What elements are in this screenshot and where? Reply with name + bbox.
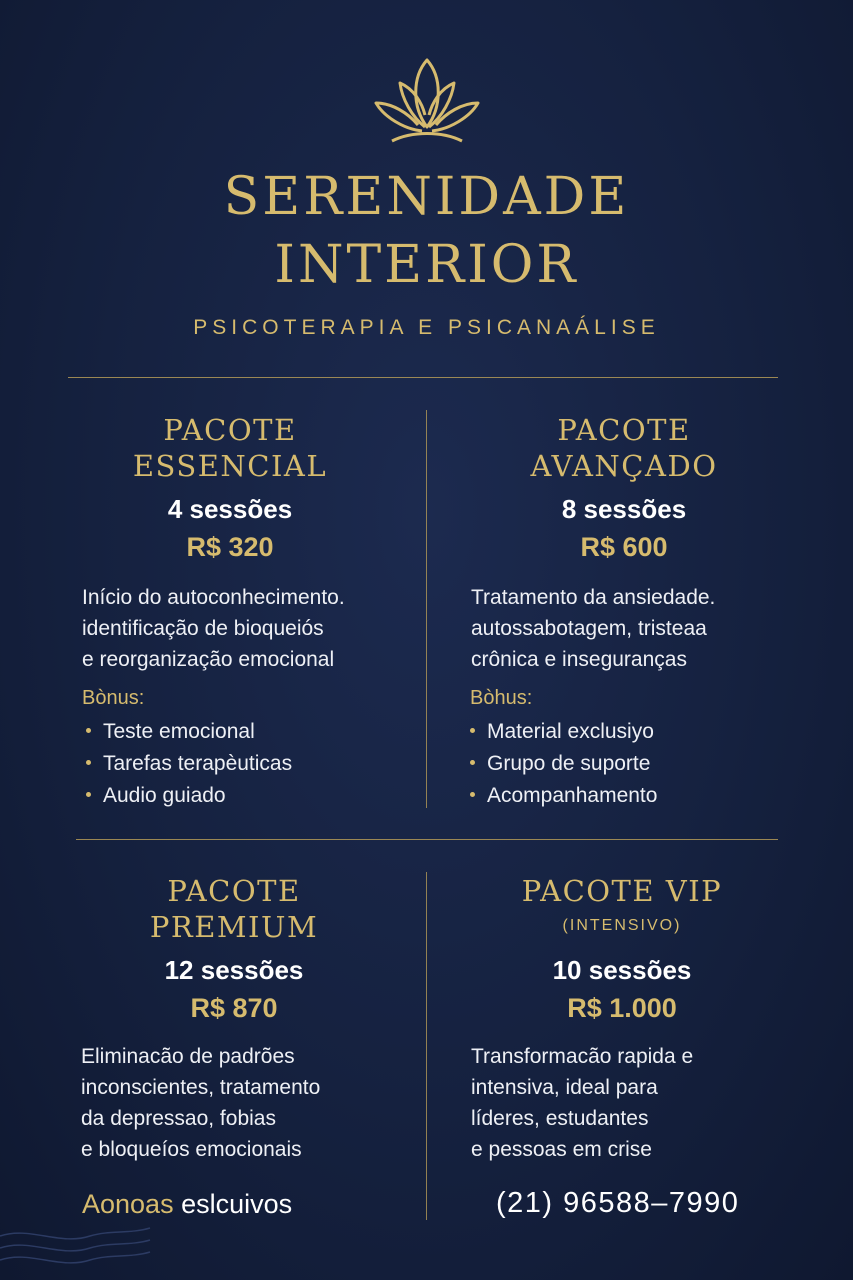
package-price: R$ 600 bbox=[580, 532, 668, 562]
bullet-icon bbox=[86, 728, 91, 733]
package-sessions: 8 sessões bbox=[561, 494, 687, 524]
package-note: (INTENSIVO) bbox=[562, 917, 682, 934]
package-title-line2: ESSENCIAL bbox=[132, 449, 328, 483]
brand-subtitle: PSICOTERAPIA E PSICANAÁLISE bbox=[193, 316, 660, 339]
bonus-list bbox=[470, 716, 657, 812]
package-sessions: 10 sessões bbox=[552, 955, 692, 985]
upper-column-divider bbox=[426, 410, 427, 808]
wave-decoration-icon bbox=[0, 1222, 160, 1280]
description-line: e bloqueíos emocionais bbox=[81, 1138, 302, 1161]
package-title-line2: PREMIUM bbox=[149, 910, 319, 944]
description-line: inconscientes, tratamento bbox=[81, 1076, 321, 1099]
bullet-icon bbox=[86, 792, 91, 797]
package-description bbox=[81, 1041, 320, 1165]
description-line: da depressao, fobias bbox=[81, 1107, 276, 1130]
description-line: identificação de bioqueiós bbox=[82, 617, 324, 640]
brand-title-line2: INTERIOR bbox=[274, 235, 579, 295]
top-divider bbox=[68, 377, 778, 378]
list-item: Acompanhamento bbox=[470, 780, 657, 812]
description-line: crônica e inseguranças bbox=[471, 648, 687, 671]
package-price: R$ 1.000 bbox=[567, 993, 677, 1023]
package-title-line1: PACOTE bbox=[163, 413, 297, 447]
bonus-label: Bòhus: bbox=[470, 687, 533, 709]
list-item: Material exclusiyo bbox=[470, 716, 657, 748]
package-price: R$ 870 bbox=[190, 993, 278, 1023]
list-item: Tarefas terapèuticas bbox=[86, 748, 292, 780]
bullet-icon bbox=[470, 792, 475, 797]
bonus-list bbox=[86, 716, 292, 812]
description-line: Eliminacão de padrões bbox=[81, 1045, 295, 1068]
description-line: e pessoas em crise bbox=[471, 1138, 652, 1161]
package-title-line2: AVANÇADO bbox=[530, 449, 718, 483]
description-line: autossabotagem, tristeaa bbox=[471, 617, 707, 640]
middle-divider bbox=[76, 839, 778, 840]
package-description bbox=[82, 582, 345, 675]
package-sessions: 12 sessões bbox=[164, 955, 304, 985]
package-description bbox=[471, 582, 715, 675]
list-item: Teste emocional bbox=[86, 716, 292, 748]
description-line: Transformacão rapida e bbox=[471, 1045, 694, 1068]
list-item: Grupo de suporte bbox=[470, 748, 657, 780]
lotus-logo bbox=[0, 55, 853, 150]
brand-title-line1: SERENIDADE bbox=[223, 167, 630, 227]
description-line: e reorganização emocional bbox=[82, 648, 335, 671]
package-price: R$ 320 bbox=[186, 532, 274, 562]
footer-left-white: eslcuivos bbox=[181, 1189, 293, 1219]
bullet-icon bbox=[470, 728, 475, 733]
list-item: Audio guiado bbox=[86, 780, 292, 812]
package-title: PACOTE VIP bbox=[521, 874, 723, 908]
description-line: Início do autoconhecimento. bbox=[82, 586, 345, 609]
lower-column-divider bbox=[426, 872, 427, 1220]
description-line: intensiva, ideal para bbox=[471, 1076, 658, 1099]
bullet-icon bbox=[86, 760, 91, 765]
bonus-label: Bònus: bbox=[82, 687, 145, 709]
package-title-line1: PACOTE bbox=[557, 413, 691, 447]
description-line: Tratamento da ansiedade. bbox=[471, 586, 716, 609]
bullet-icon bbox=[470, 760, 475, 765]
footer-left-gold: Aonoas bbox=[82, 1189, 174, 1219]
package-sessions: 4 sessões bbox=[167, 494, 293, 524]
package-description bbox=[471, 1041, 693, 1165]
package-title-line1: PACOTE bbox=[167, 874, 301, 908]
phone-number[interactable]: (21) 96588–7990 bbox=[496, 1187, 740, 1219]
footer-exclusive-bonus bbox=[82, 1189, 292, 1220]
lotus-icon bbox=[362, 55, 492, 150]
description-line: líderes, estudantes bbox=[471, 1107, 649, 1130]
